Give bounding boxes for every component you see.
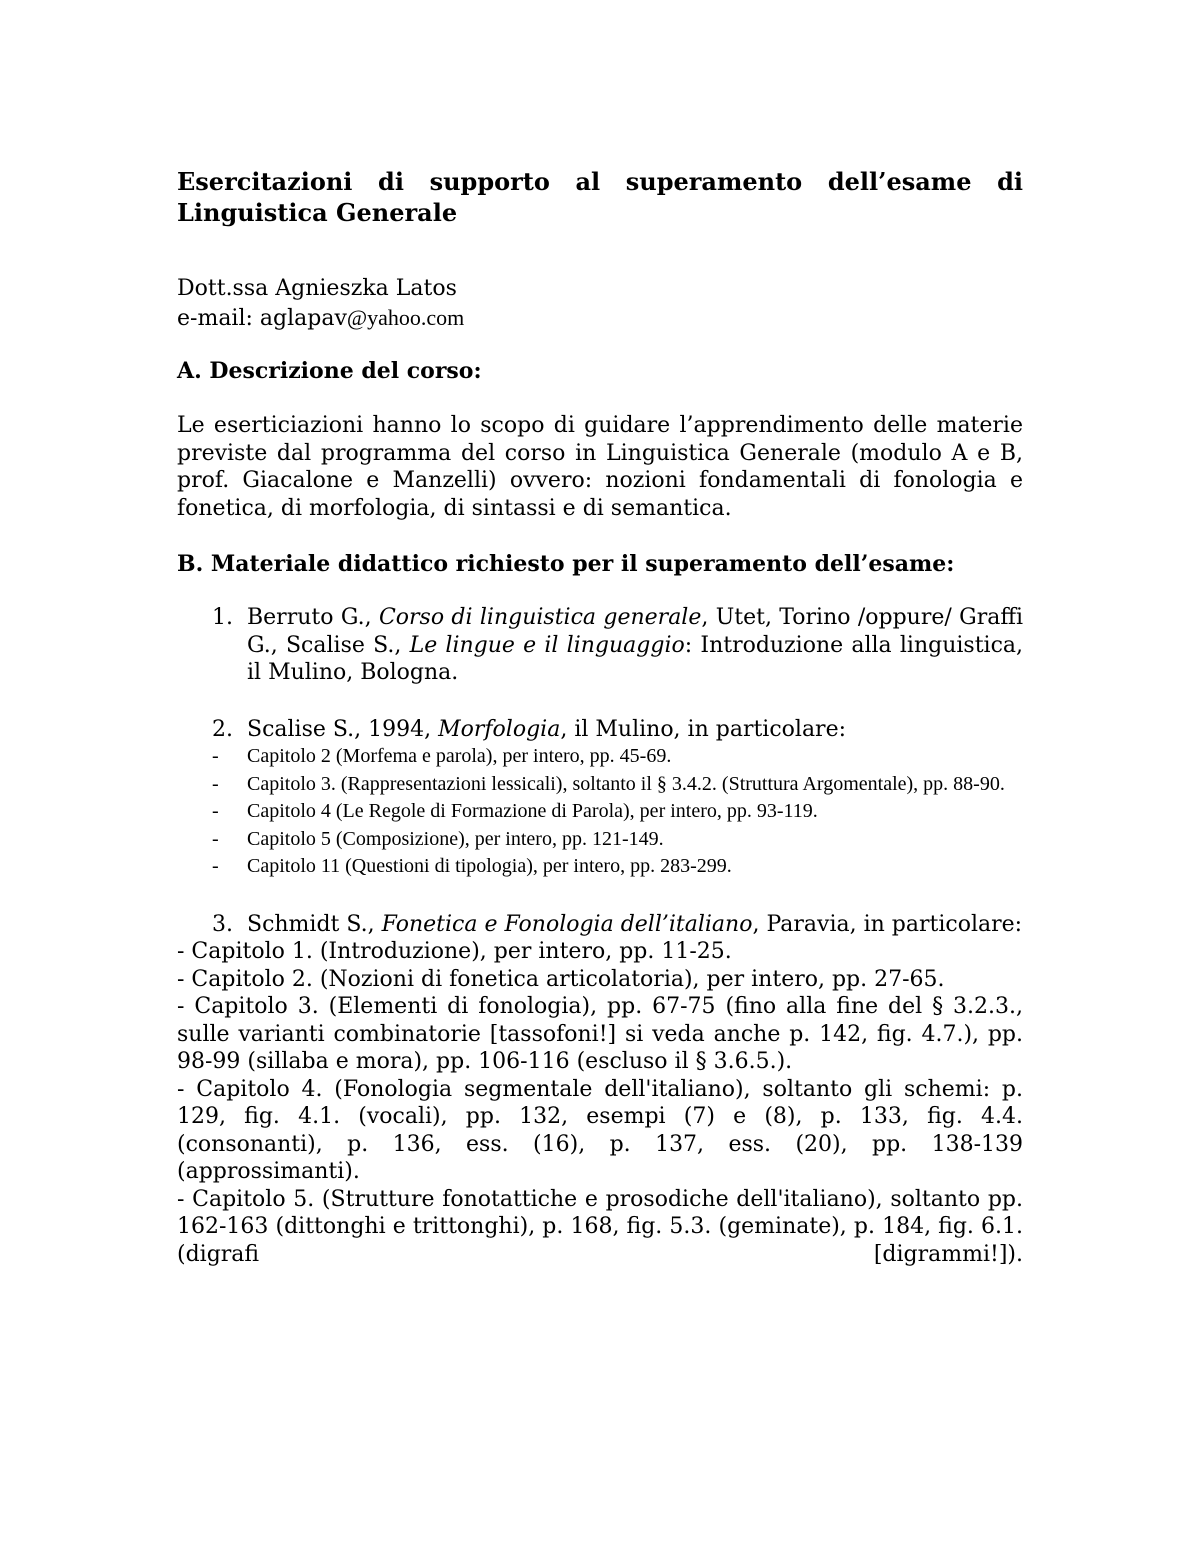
- list-number: 3.: [212, 911, 233, 937]
- item3-text-b: , Paravia, in particolare:: [752, 911, 1023, 937]
- list-item-1: [177, 604, 1023, 687]
- item2-book-title: Morfologia: [438, 716, 561, 742]
- dash-marker: -: [212, 745, 219, 768]
- chapter-bullet: [177, 853, 1023, 881]
- item3-chapter-2: - Capitolo 2. (Nozioni di fonetica articolatoria), per intero, pp. 27-65.: [177, 966, 945, 992]
- author-block: [177, 274, 1023, 333]
- item1-text-b: , Utet, Torino /oppure/ Graffi G., Scalise S.,: [247, 605, 1023, 658]
- item1-text-a: Berruto G.,: [247, 605, 379, 631]
- chapter-bullet: [177, 771, 1023, 799]
- list-number: 1.: [212, 605, 233, 631]
- list-item-2: [177, 716, 1023, 744]
- item3-chapter-5: - Capitolo 5. (Strutture fonotattiche e prosodiche dell'italiano), soltanto pp. 162-163 (dittonghi e trittonghi), p. 168, fig. 5.3. (geminate), p. 184, fig. 6.1. (digrafi [digrammi!]).: [177, 1186, 1023, 1267]
- chapter-bullet: [177, 743, 1023, 771]
- item2-chapter-list: [177, 743, 1023, 881]
- item3-chapter-3: - Capitolo 3. (Elementi di fonologia), pp. 67-75 (fino alla fine del § 3.2.3., sulle varianti combinatorie [tassofoni!] si veda anche p. 142, fig. 4.7.), pp. 98-99 (sillaba e mora), pp. 106-116 (escluso il § 3.6.5.).: [177, 994, 1023, 1075]
- list-item-3: [177, 911, 1023, 939]
- chapter-text: Capitolo 4 (Le Regole di Formazione di Parola), per intero, pp. 93-119.: [247, 800, 818, 823]
- dash-marker: -: [212, 772, 219, 795]
- document-title: Esercitazioni di supporto al superamento dell’esame di Linguistica Generale: [177, 167, 1023, 227]
- item3-book-title: Fonetica e Fonologia dell’italiano: [381, 911, 753, 937]
- chapter-text: Capitolo 11 (Questioni di tipologia), per intero, pp. 283-299.: [247, 855, 732, 878]
- chapter-bullet: [177, 826, 1023, 854]
- chapter-text: Capitolo 3. (Rappresentazioni lessicali), soltanto il § 3.4.2. (Struttura Argomentale), pp. 88-90.: [247, 772, 1005, 795]
- item3-text-a: Schmidt S.,: [247, 911, 382, 937]
- list-number: 2.: [212, 716, 233, 742]
- section-b-heading: B. Materiale didattico richiesto per il superamento dell’esame:: [177, 551, 955, 578]
- item2-text-b: , il Mulino, in particolare:: [560, 716, 847, 742]
- dash-marker: -: [212, 800, 219, 823]
- author-name: Dott.ssa Agnieszka Latos: [177, 276, 457, 301]
- chapter-bullet: [177, 798, 1023, 826]
- dash-marker: -: [212, 827, 219, 850]
- item3-chapter-1: - Capitolo 1. (Introduzione), per intero, pp. 11-25.: [177, 939, 732, 965]
- email-label: e-mail: aglapav: [177, 306, 347, 331]
- document-body: [177, 166, 1023, 1268]
- item3-chapter-4: - Capitolo 4. (Fonologia segmentale dell'italiano), soltanto gli schemi: p. 129, fig. 4.1. (vocali), pp. 132, esempi (7) e (8), p. 133, fig. 4.4. (consonanti), p. 136, ess. (16), p. 137, ess. (20), pp. 138-139 (approssimanti).: [177, 1076, 1023, 1185]
- chapter-text: Capitolo 2 (Morfema e parola), per intero, pp. 45-69.: [247, 745, 672, 768]
- item1-book-title-2: Le lingue e il linguaggio: [409, 632, 685, 658]
- author-email[interactable]: [177, 303, 1023, 333]
- section-a-heading: A. Descrizione del corso:: [177, 358, 482, 384]
- section-a-paragraph: Le eserticiazioni hanno lo scopo di guidare l’apprendimento delle materie previste dal programma del corso in Linguistica Generale (modulo A e B, prof. Giacalone e Manzelli) ovvero: nozioni fondamentali di fonologia e fonetica, di morfologia, di sintassi e di semantica.: [177, 413, 1023, 521]
- dash-marker: -: [212, 855, 219, 878]
- item2-text-a: Scalise S., 1994,: [247, 716, 439, 742]
- chapter-text: Capitolo 5 (Composizione), per intero, pp. 121-149.: [247, 827, 664, 850]
- item1-text-c: : Introduzione alla linguistica, il Mulino, Bologna.: [247, 632, 1024, 686]
- email-domain: @yahoo.com: [346, 305, 465, 330]
- item1-book-title: Corso di linguistica generale: [378, 605, 702, 631]
